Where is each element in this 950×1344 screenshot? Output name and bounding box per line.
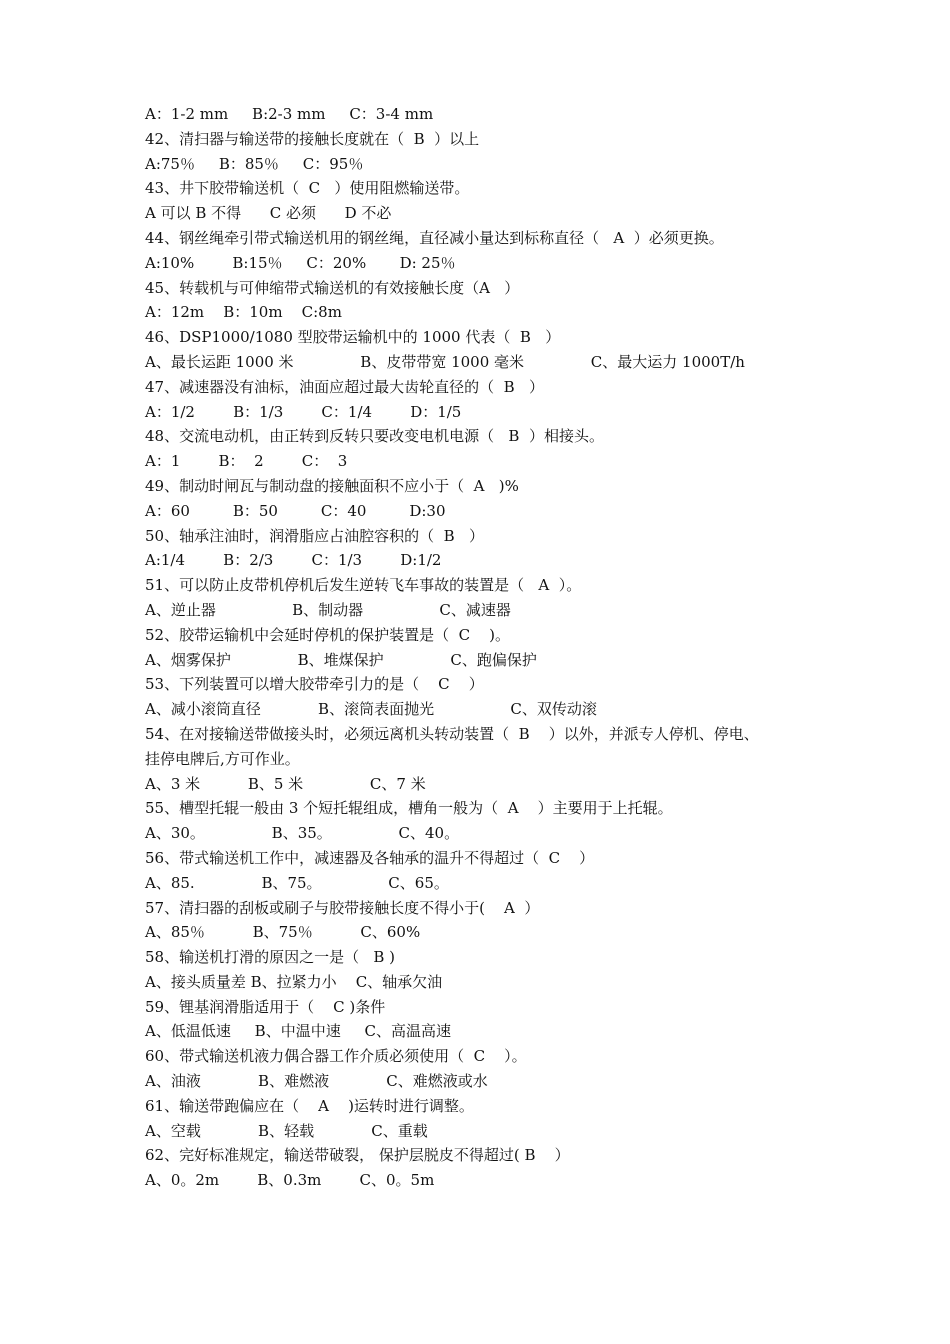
options-line: A、逆止器 B、制动器 C、减速器 xyxy=(145,600,511,619)
question-line: 47、减速器没有油标，油面应超过最大齿轮直径的（ B ） xyxy=(145,377,544,396)
question-line-continued: 挂停电牌后,方可作业。 xyxy=(145,749,300,768)
options-line: A、减小滚筒直径 B、滚筒表面抛光 C、双传动滚 xyxy=(145,700,597,719)
question-line: 48、交流电动机，由正转到反转只要改变电机电源（ B ）相接头。 xyxy=(145,427,604,446)
question-line: 61、输送带跑偏应在（ A )运转时进行调整。 xyxy=(145,1096,474,1115)
question-line: 55、槽型托辊一般由 3 个短托辊组成，槽角一般为（ A ）主要用于上托辊。 xyxy=(145,799,673,818)
question-line: 58、输送机打滑的原因之一是（ B ) xyxy=(145,948,396,967)
question-line: 62、完好标准规定，输送带破裂， 保护层脱皮不得超过( B ） xyxy=(145,1146,570,1165)
question-line: 57、清扫器的刮板或刷子与胶带接触长度不得小于( A ） xyxy=(145,898,540,917)
question-line: 50、轴承注油时，润滑脂应占油腔容积的（ B ） xyxy=(145,526,484,545)
options-line: A、接头质量差 B、拉紧力小 C、轴承欠油 xyxy=(145,972,443,991)
options-line: A、空载 B、轻载 C、重载 xyxy=(145,1121,428,1140)
options-line: A、最长运距 1000 米 B、皮带带宽 1000 毫米 C、最大运力 1000T/h xyxy=(145,352,745,371)
options-line: A、0。2m B、0.3m C、0。5m xyxy=(145,1171,435,1190)
options-line: A：1/2 B：1/3 C：1/4 D：1/5 xyxy=(145,402,462,421)
question-line: 44、钢丝绳牵引带式输送机用的钢丝绳，直径减小量达到标称直径（ A ）必须更换。 xyxy=(145,228,724,247)
question-line: 60、带式输送机液力偶合器工作介质必须使用（ C ）。 xyxy=(145,1047,527,1066)
options-line: A、3 米 B、5 米 C、7 米 xyxy=(145,774,426,793)
text-line: A：1-2 mm B:2-3 mm C：3-4 mm xyxy=(145,105,434,123)
options-line: A、油液 B、难燃液 C、难燃液或水 xyxy=(145,1072,488,1091)
options-line: A、30。 B、35。 C、40。 xyxy=(145,824,460,843)
question-line: 43、井下胶带输送机（ C ）使用阻燃输送带。 xyxy=(145,179,470,198)
options-line: A：1 B： 2 C： 3 xyxy=(145,452,348,471)
options-line: A:10% B:15％ C：20% D: 25％ xyxy=(145,253,456,272)
question-line: 52、胶带运输机中会延时停机的保护装置是（ C )。 xyxy=(145,625,511,644)
question-line: 46、DSP1000/1080 型胶带运输机中的 1000 代表（ B ） xyxy=(145,328,561,347)
document-body xyxy=(145,102,845,1193)
question-line: 56、带式输送机工作中，减速器及各轴承的温升不得超过（ C ） xyxy=(145,848,595,867)
question-line: 49、制动时闸瓦与制动盘的接触面积不应小于（ A )% xyxy=(145,476,519,495)
options-line: A：60 B：50 C：40 D:30 xyxy=(145,501,446,520)
options-line: A:75％ B：85％ C：95％ xyxy=(145,154,364,173)
options-line: A、85％ B、75％ C、60% xyxy=(145,923,421,942)
options-line: A、低温低速 B、中温中速 C、高温高速 xyxy=(145,1022,452,1041)
options-line: A：12m B：10m C:8m xyxy=(145,303,342,322)
options-line: A:1/4 B：2/3 C：1/3 D:1/2 xyxy=(145,551,442,570)
options-line: A、烟雾保护 B、堆煤保护 C、跑偏保护 xyxy=(145,650,537,669)
options-line: A 可以 B 不得 C 必须 D 不必 xyxy=(145,204,392,223)
question-line: 51、可以防止皮带机停机后发生逆转飞车事故的装置是（ A ）。 xyxy=(145,576,582,595)
question-line: 45、转载机与可伸缩带式输送机的有效接触长度（A ） xyxy=(145,278,520,297)
question-line: 54、在对接输送带做接头时，必须远离机头转动装置（ B ）以外，并派专人停机、停电、 xyxy=(145,724,759,743)
question-line: 59、锂基润滑脂适用于（ C )条件 xyxy=(145,997,386,1016)
question-line: 42、清扫器与输送带的接触长度就在（ B ）以上 xyxy=(145,129,480,148)
question-line: 53、下列装置可以增大胶带牵引力的是（ C ） xyxy=(145,675,484,694)
options-line: A、85. B、75。 C、65。 xyxy=(145,873,449,892)
